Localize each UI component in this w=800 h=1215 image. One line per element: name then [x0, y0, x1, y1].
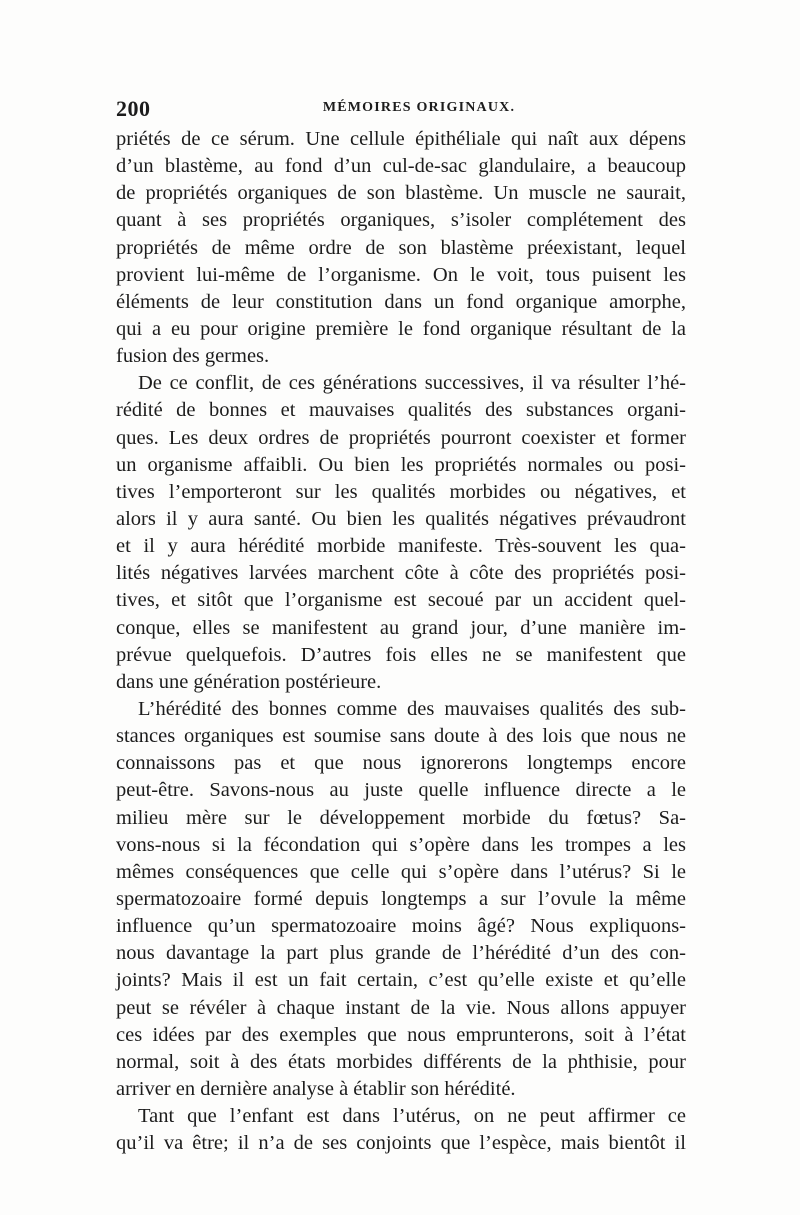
text-line: d’un blastème, au fond d’un cul-de-sac glandulaire, a beaucoup — [116, 155, 686, 178]
text-line: un organisme affaibli. Ou bien les propriétés normales ou posi- — [116, 453, 686, 476]
text-line: stances organiques est soumise sans doute à des lois que nous ne — [116, 725, 686, 748]
text-line: et il y aura hérédité morbide manifeste. Très-souvent les qua- — [116, 535, 686, 558]
text-line: rédité de bonnes et mauvaises qualités des substances organi- — [116, 399, 686, 422]
text-line: conque, elles se manifestent au grand jour, d’une manière im- — [116, 616, 686, 639]
text-line: provient lui-même de l’organisme. On le voit, tous puisent les — [116, 263, 686, 286]
text-line: tives l’emporteront sur les qualités morbides ou négatives, et — [116, 480, 686, 503]
text-line: propriétés de même ordre de son blastème préexistant, lequel — [116, 236, 686, 259]
page-header — [116, 96, 686, 126]
text-line: de propriétés organiques de son blastème. Un muscle ne saurait, — [116, 182, 686, 205]
body-text — [116, 126, 686, 1157]
text-line: alors il y aura santé. Ou bien les qualités négatives prévaudront — [116, 507, 686, 530]
text-line: fusion des germes. — [116, 345, 270, 368]
text-line: qu’il va être; il n’a de ses conjoints que l’espèce, mais bientôt il — [116, 1132, 686, 1155]
text-line: peut-être. Savons-nous au juste quelle influence directe a le — [116, 779, 686, 802]
text-line: influence qu’un spermatozoaire moins âgé? Nous expliquons- — [116, 915, 686, 938]
text-line: Tant que l’enfant est dans l’utérus, on ne peut affirmer ce — [138, 1105, 686, 1128]
text-line: De ce conflit, de ces générations successives, il va résulter l’hé- — [138, 372, 686, 395]
text-line: joints? Mais il est un fait certain, c’est qu’elle existe et qu’elle — [116, 969, 686, 992]
text-line: peut se révéler à chaque instant de la vie. Nous allons appuyer — [116, 996, 686, 1019]
text-line: milieu mère sur le développement morbide du fœtus? Sa- — [116, 806, 686, 829]
text-line: connaissons pas et que nous ignorerons longtemps encore — [116, 752, 686, 775]
text-line: ces idées par des exemples que nous emprunterons, soit à l’état — [116, 1023, 686, 1046]
text-line: normal, soit à des états morbides différents de la phthisie, pour — [116, 1050, 686, 1073]
text-line: arriver en dernière analyse à établir son hérédité. — [116, 1077, 516, 1100]
text-line: priétés de ce sérum. Une cellule épithéliale qui naît aux dépens — [116, 128, 686, 150]
text-line: quant à ses propriétés organiques, s’isoler complétement des — [116, 209, 686, 232]
text-line: spermatozoaire formé depuis longtemps a sur l’ovule la même — [116, 887, 686, 910]
text-line: lités négatives larvées marchent côte à côte des propriétés posi- — [116, 562, 686, 585]
page-number: 200 — [116, 96, 151, 121]
text-line: éléments de leur constitution dans un fond organique amorphe, — [116, 290, 686, 313]
text-line: tives, et sitôt que l’organisme est secoué par un accident quel- — [116, 589, 686, 612]
running-title: MÉMOIRES ORIGINAUX. — [322, 100, 516, 115]
text-line: nous davantage la part plus grande de l’hérédité d’un des con- — [116, 942, 686, 965]
text-line: qui a eu pour origine première le fond organique résultant de la — [116, 317, 686, 340]
text-line: mêmes conséquences que celle qui s’opère dans l’utérus? Si le — [116, 860, 686, 883]
text-line: ques. Les deux ordres de propriétés pourront coexister et former — [116, 426, 686, 449]
text-line: vons-nous si la fécondation qui s’opère dans les trompes a les — [116, 833, 686, 856]
text-line: L’hérédité des bonnes comme des mauvaises qualités des sub- — [138, 697, 686, 720]
text-line: prévue quelquefois. D’autres fois elles ne se manifestent que — [116, 643, 686, 666]
text-line: dans une génération postérieure. — [116, 670, 382, 693]
